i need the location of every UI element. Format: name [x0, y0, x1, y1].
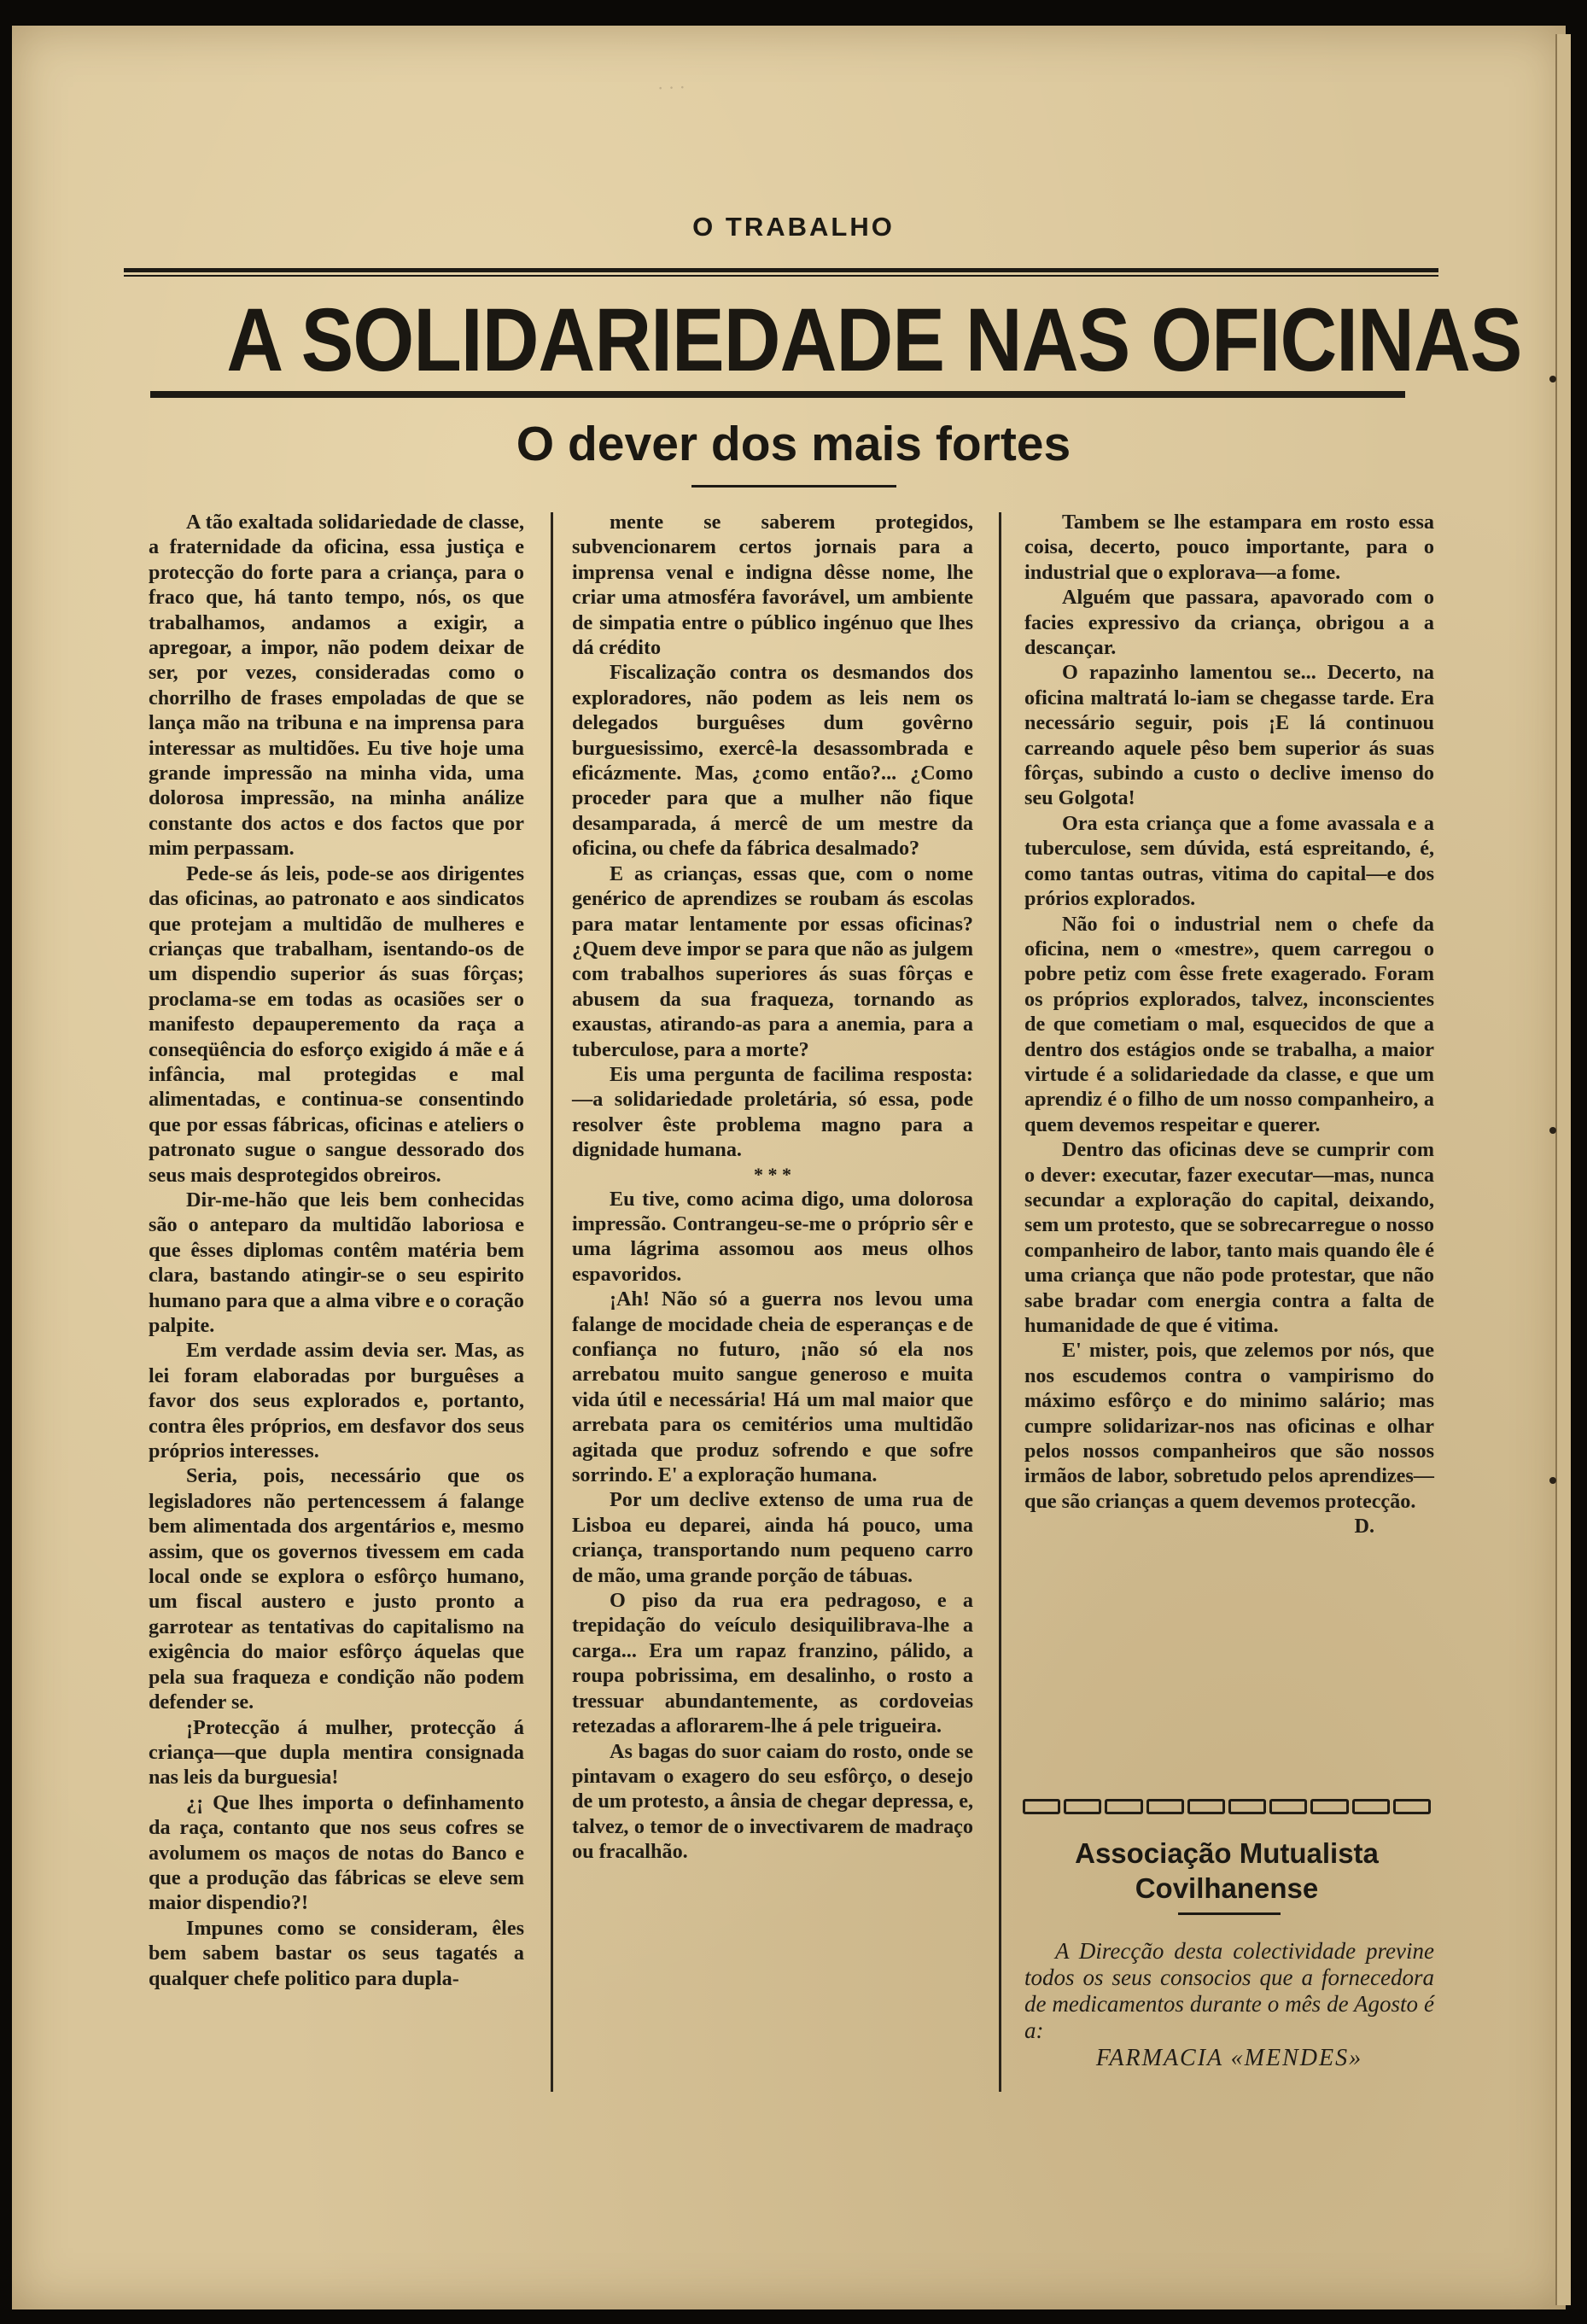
article-paragraph: O rapazinho lamentou se... Decerto, na oficina maltratá lo-iam se chegasse tarde. Era necessário seguir, pois ¡E lá continuou carreando aquele pêso bem superior ás suas fôrças, subindo a custo o declive imenso do seu Golgota!: [1024, 661, 1434, 810]
article-paragraph: Em verdade assim devia ser. Mas, as lei foram elaboradas por burguêses a favor dos seus explorados e, portanto, contra êles próprios, em desfavor dos seus próprios interesses.: [149, 1339, 524, 1463]
notice-title-rule: [1178, 1912, 1281, 1915]
bleed-through-smudge: · · ·: [656, 76, 686, 99]
punch-hole-mark: [1549, 1127, 1556, 1134]
article-paragraph: ¿¡ Que lhes importa o definhamento da raça, contanto que nos seus cofres se avolumem os maços de notas do Banco e que a produção das fábricas se eleve sem maior dispendio?!: [149, 1790, 524, 1915]
notice-title: Associação Mutualista Covilhanense: [1075, 1837, 1379, 1904]
column-divider: [999, 512, 1001, 2092]
notice-pharmacy: FARMACIA «MENDES»: [1095, 2045, 1363, 2071]
subheadline: O dever dos mais fortes: [516, 417, 1071, 471]
article-paragraph: Dentro das oficinas deve se cumprir com o dever: executar, fazer executar—mas, nunca secundar a exploração do capital, deixando, sem um protesto, que se sobrecarregue o nosso companheiro de labor, tanto mais quando êle é uma criança que não pode protestar, que não sabe bradar com energia contra a falta de humanidade de que é vitima.: [1024, 1138, 1434, 1337]
headline: A SOLIDARIEDADE NAS OFICINAS: [226, 290, 1522, 390]
article-paragraph: Pede-se ás leis, pode-se aos dirigentes das oficinas, ao patronato e aos sindicatos que protejam a multidão de mulheres e crianças que trabalham, isentando-os de um dispendio superior ás suas fôrças; proclama-se em todas as ocasiões ser o manifesto depauperemento da raça a conseqüência do esforço exigido á mãe e á infância, mal protegidas e mal alimentadas, e continua-se consentindo que por essas fábricas, oficinas e ateliers o patronato sugue o sangue dessorado dos seus mais desprotegidos obreiros.: [149, 861, 524, 1187]
article-paragraph: ¡Ah! Não só a guerra nos levou uma falange de mocidade cheia de esperanças e de confiança no futuro, ¡não só ela nos arrebatou muito sangue generoso e muita vida útil e necessária! Há um mal maior que arrebata para os cemitérios uma multidão agitada que produz sofrendo e que sofre sorrindo. E' a exploração humana.: [572, 1288, 973, 1487]
column-divider: [551, 512, 553, 2092]
article-paragraph: Eu tive, como acima digo, uma dolorosa impressão. Contrangeu-se-me o próprio sêr e uma lágrima assomou aos meus olhos espavoridos.: [572, 1187, 973, 1286]
article-column-3: [1024, 510, 1434, 1539]
notice-text: A Direcção desta colectividade previne todos os seus consocios que a fornecedora de medicamentos durante o mês de Agosto é a:: [1024, 1938, 1434, 2043]
article-signature: D.: [1354, 1515, 1374, 1539]
article-paragraph: E' mister, pois, que zelemos por nós, que nos escudemos contra o vampirismo do máximo esfôrço e do minimo salário; mas cumpre solidarizar-nos nas oficinas e olhar pelos nossos companheiros que são nossos irmãos de labor, sobretudo pelos aprendizes—que são crianças a quem devemos protecção.: [1024, 1339, 1434, 1513]
article-paragraph: O piso da rua era pedragoso, e a trepidação do veículo desiquilibrava-lhe a carga... Era um rapaz franzino, pálido, a roupa pobrissima, em desalinho, o rosto a tressuar abundantemente, as cordoveias retezadas a aflorarem-lhe á pele trigueira.: [572, 1589, 973, 1738]
article-paragraph: Não foi o industrial nem o chefe da oficina, nem o «mestre», quem carregou o pobre petiz com êsse frete exagerado. Foram os próprios explorados, talvez, inconscientes de que cometiam o mal, esquecidos de que a dentro dos estágios onde se trabalha, a maior virtude é a solidariedade da classe, e que um aprendiz é o filho de um nosso companheiro, a quem devemos respeitar e querer.: [1024, 912, 1434, 1136]
masthead-rule: [124, 268, 1438, 272]
article-paragraph: Seria, pois, necessário que os legisladores não pertencessem á falange bem alimentada dos argentários e, mesmo assim, que os governos tivessem em cada local onde se explora o esfôrço humano, um fiscal austero e justo pronto a garrotear as tentativas do capitalismo na exigência do maior esfôrço áquelas que pela sua fraqueza e condição não podem defender se.: [149, 1464, 524, 1714]
article-paragraph: E as crianças, essas que, com o nome genérico de aprendizes se roubam ás escolas para matar lentamente por essas oficinas? ¿Quem deve impor se para que não as julgem com trabalhos superiores ás suas fôrças e abusem da sua fraqueza, tornando as exaustas, atirando-as para a anemia, para a tuberculose, para a morte?: [572, 861, 973, 1061]
article-paragraph: Impunes como se consideram, êles bem sabem bastar os seus tagatés a qualquer chefe politico para dupla-: [149, 1916, 524, 1990]
article-paragraph: As bagas do suor caiam do rosto, onde se pintavam o exagero do seu esfôrço, o desejo de um protesto, a ânsia de chegar depressa, e, talvez, o temor de o invectivarem de madraço ou fracalhão.: [572, 1739, 973, 1864]
masthead-name: O TRABALHO: [692, 212, 895, 242]
article-paragraph: Fiscalização contra os desmandos dos exploradores, não podem as leis nem os delegados burguêses dum govêrno burguesissimo, exercê-la desassombrada e eficázmente. Mas, ¿como então?... ¿Como proceder para que a mulher não fique desamparada, á mercê de um mestre da oficina, ou chefe da fábrica desalmado?: [572, 661, 973, 861]
article-paragraph: mente se saberem protegidos, subvencionarem certos jornais para a imprensa venal e indigna dêsse nome, lhe criar uma atmosféra favorável, um ambiente de simpatia entre o público ingénuo que lhes dá crédito: [572, 511, 973, 660]
headline-underline: [150, 391, 1405, 398]
article-paragraph: Por um declive extenso de uma rua de Lisboa eu deparei, ainda há pouco, uma criança, transportando num pequeno carro de mão, uma grande porção de tábuas.: [572, 1488, 973, 1587]
article-paragraph: Tambem se lhe estampara em rosto essa coisa, decerto, pouco importante, para o industrial que o explorava—a fome.: [1024, 511, 1434, 584]
punch-hole-mark: [1549, 1477, 1556, 1484]
article-paragraph: Dir-me-hão que leis bem conhecidas são o anteparo da multidão laboriosa e que êsses diplomas contêm matéria bem clara, bastando atingir-se o seu espirito humano para que a alma vibre e o coração palpite.: [149, 1188, 524, 1337]
article-paragraph: Eis uma pergunta de facilima resposta:—a solidariedade proletária, só essa, pode resolver êste problema magno para a dignidade humana.: [572, 1062, 973, 1162]
punch-hole-mark: [1549, 376, 1556, 382]
article-paragraph: Alguém que passara, apavorado com o facies expressivo da criança, obrigou a a descançar.: [1024, 586, 1434, 660]
article-paragraph: A tão exaltada solidariedade de classe, a fraternidade da oficina, essa justiça e protecção do forte para a criança, para o fraco que, há tanto tempo, nós, os que trabalhamos, andamos a exigir, a apregoar, a impor, não podem deixar de ser, por vezes, consideradas como o chorrilho de frases empoladas de que se lança mão na tribuna e na imprensa para interessar as multidões. Eu tive hoje uma grande impressão na minha vida, uma dolorosa impressão, na minha análize constante dos actos e dos factos que por mim perpassam.: [149, 511, 524, 861]
article-paragraph: ¡Protecção á mulher, protecção á criança—que dupla mentira consignada nas leis da burguesia!: [149, 1715, 524, 1790]
section-break: * * *: [754, 1163, 791, 1185]
article-column-2: [572, 510, 973, 1865]
subheadline-rule: [691, 485, 896, 488]
article-paragraph: Ora esta criança que a fome avassala e a tuberculose, sem dúvida, está espreitando, é, como tantas outras, vitima do capital—e dos prórios explorados.: [1024, 811, 1434, 911]
masthead-rule-thin: [124, 275, 1438, 277]
article-column-1: [149, 510, 524, 1991]
page-fold-edge: [1555, 34, 1571, 2305]
ornamental-divider: [1023, 1799, 1431, 1814]
